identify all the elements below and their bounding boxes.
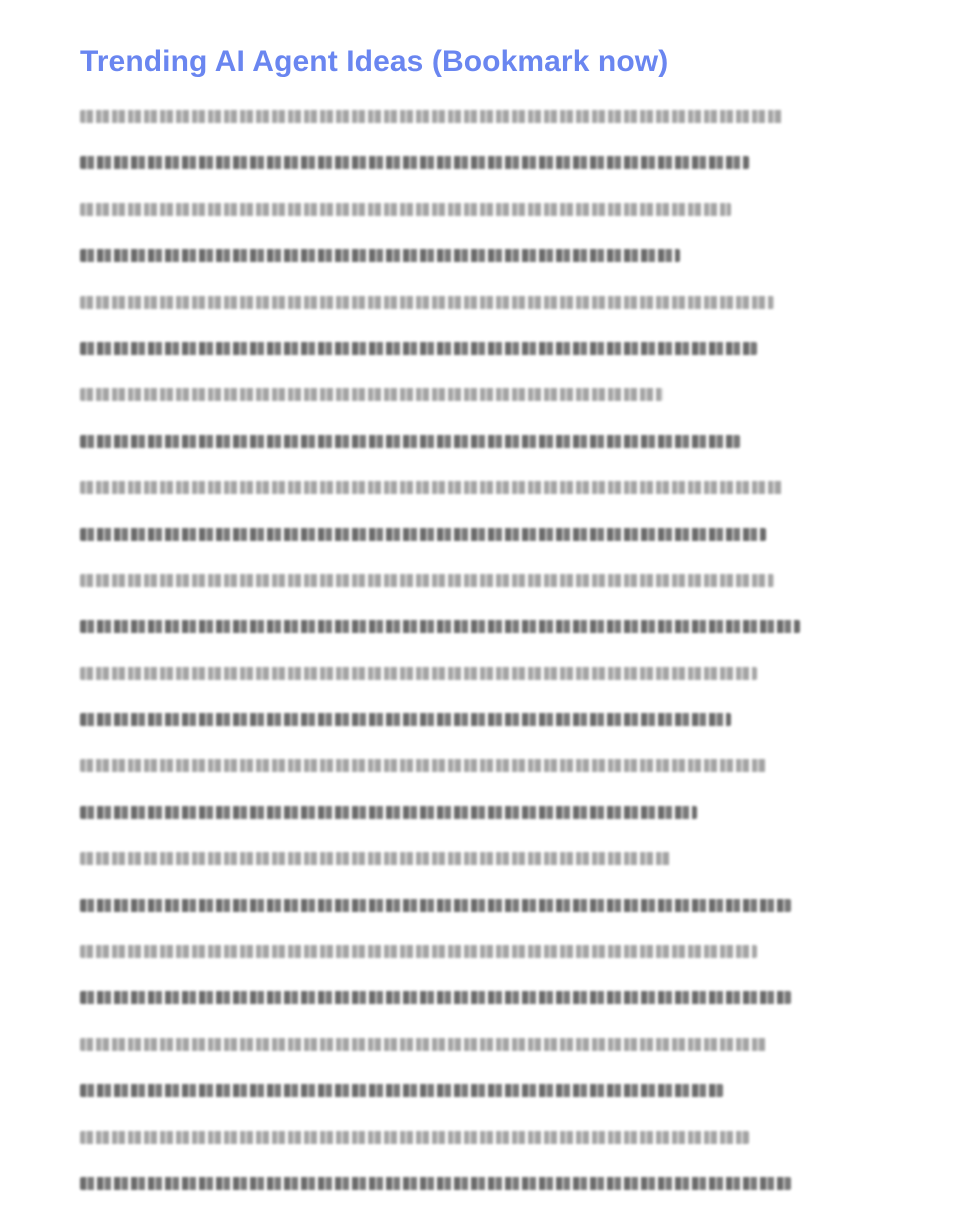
list-item <box>80 937 920 983</box>
list-item <box>80 566 920 612</box>
blurred-text-line <box>80 528 766 541</box>
blurred-text-line <box>80 156 749 169</box>
list-item <box>80 1169 920 1215</box>
blurred-text-line <box>80 667 757 680</box>
blurred-text-line <box>80 574 774 587</box>
list-item <box>80 288 920 334</box>
list-item <box>80 891 920 937</box>
list-item <box>80 520 920 566</box>
blurred-text-line <box>80 249 680 262</box>
list-item <box>80 148 920 194</box>
blurred-text-line <box>80 1131 749 1144</box>
blurred-text-line <box>80 342 757 355</box>
list-item <box>80 1123 920 1169</box>
list-item <box>80 427 920 473</box>
blurred-text-line <box>80 296 774 309</box>
list-item <box>80 102 920 148</box>
blurred-text-line <box>80 481 783 494</box>
list-item <box>80 983 920 1029</box>
blurred-text-line <box>80 110 783 123</box>
list-item <box>80 612 920 658</box>
blurred-text-line <box>80 713 731 726</box>
list-item <box>80 798 920 844</box>
list-item <box>80 844 920 890</box>
blurred-text-line <box>80 991 791 1004</box>
blurred-text-line <box>80 1177 791 1190</box>
list-item <box>80 659 920 705</box>
document-title: Trending AI Agent Ideas (Bookmark now) <box>80 45 669 78</box>
blurred-text-line <box>80 899 791 912</box>
blurred-text-line <box>80 1038 766 1051</box>
blurred-text-line <box>80 806 697 819</box>
blurred-text-line <box>80 759 766 772</box>
blurred-text-line <box>80 945 757 958</box>
list-item <box>80 1076 920 1122</box>
list-item <box>80 751 920 797</box>
blurred-text-line <box>80 620 800 633</box>
list-item <box>80 380 920 426</box>
idea-list <box>80 102 920 1215</box>
blurred-text-line <box>80 203 731 216</box>
blurred-text-line <box>80 435 740 448</box>
blurred-text-line <box>80 1084 723 1097</box>
blurred-text-line <box>80 388 663 401</box>
list-item <box>80 334 920 380</box>
list-item <box>80 241 920 287</box>
list-item <box>80 195 920 241</box>
blurred-text-line <box>80 852 671 865</box>
list-item <box>80 705 920 751</box>
list-item <box>80 1030 920 1076</box>
list-item <box>80 473 920 519</box>
